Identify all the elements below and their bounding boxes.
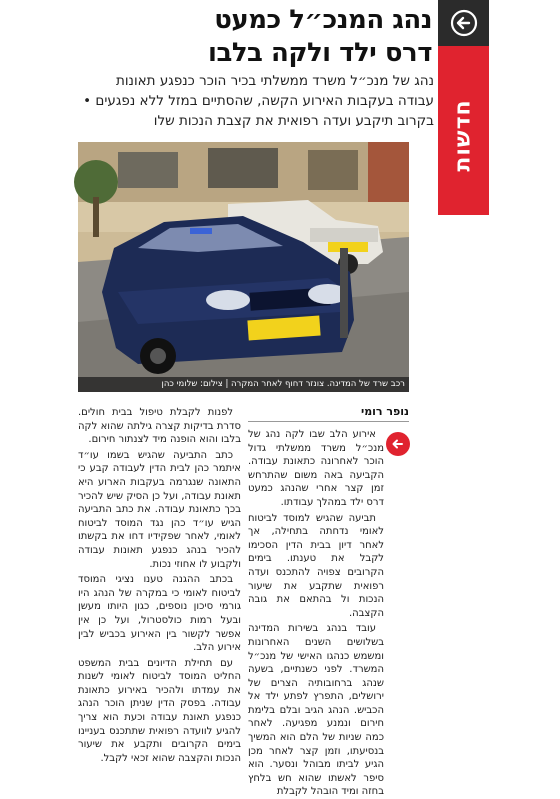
subheadline: נהג של מנכ״ל משרד ממשלתי בכיר הוכר כנפגע תאונות עבודה בעקבות האירוע הקשה, שהסתיים במזל ללא נפגעים • בקרוב תיקבע ועדה רפואית את קצבת הנכות שלו xyxy=(83,73,434,129)
section-label-text: חדשות xyxy=(451,98,476,172)
arrow-left-icon xyxy=(449,8,479,38)
continue-arrow-button[interactable] xyxy=(386,432,410,456)
article-body-left-column xyxy=(78,406,241,764)
photo-caption: רכב שרד של המדינה. צונזר דחוף לאחר המקרה | צילום: שלומי כהן xyxy=(78,377,409,392)
body-paragraph: בכתב ההגנה טענו נציגי המוסד לביטוח לאומי כי במקרה של הנהג היו גורמי סיכון נוספים, כגון היותו מעשן ובעל רמות כולסטרול, ועל כן אין אפשר לקשור בין האירוע בכביש לבין אירוע הלב. xyxy=(78,574,241,654)
headline-line-2: דרס ילד ולקה בלבו xyxy=(208,38,432,68)
headline-line-1: נהג המנכ״ל כמעט xyxy=(214,5,432,35)
body-paragraph: כתב התביעה שהגיש בשמו עו״ד איתמר כהן לבית הדין לעבודה קבע כי התאונה שנגרמה בעקבות הארוע היא תאונת עבודה, ועל כן הסיק שיש להכיר בכך כתאונת עבודה. את כתב התביעה הגיש עו״ד כהן נגד המוסד לביטוח לאומי, לאחר שפקידיו דחו את בקשתו להכיר בנהג כנפגע תאונות עבודה ולקבוע לו אחוזי נכות. xyxy=(78,449,241,570)
byline-divider xyxy=(248,421,409,422)
article-body-right-column xyxy=(248,428,384,798)
body-paragraph: תביעה שהגיש למוסד לביטוח לאומי נדחתה בתחילה, אך לאחר דיון בבית הדין הסכימו לקבל את טענתו. בימים הקרובים צפויה להתכנס ועדה רפואית שתקבע את שיעור הנכות ול בהתאם את גובה הקצבה. xyxy=(248,512,384,619)
body-paragraph: אירוע הלב שבו לקה נהג של מנכ״ל משרד ממשלתי גדול הוכר לאחרונה כתאונת עבודה. הקביעה באה משום שהתרחש זמן קצר אחרי שהנהג כמעט דרס ילד במהלך עבודתו. xyxy=(248,429,384,508)
section-label xyxy=(438,60,489,210)
body-paragraph: לפנות לקבלת טיפול בבית חולים. סדרת בדיקות קצרה גילתה שהוא לקה בלבו והוא הופנה מיד לצנתור חירום. xyxy=(78,407,241,446)
car-photo-illustration xyxy=(78,142,409,392)
arrow-left-icon xyxy=(390,436,406,452)
body-paragraph: עובד בנהג בשירות המדינה בשלושים השנים האחרונות ומשמש כנהגו האישי של מנכ״ל המשרד. לפני כשנתיים, בשעה שנהג ברחובותיה הצרים של ירושלים, התפרץ לפתע ילד אל הכביש. הנהג הגיב ובלם בלימת חירום ונמנע מפגיעה. לאחר כמה שניות של הלם הוא המשיך בנסיעתו, וזמן קצר לאחר מכן הגיע לביתו מבוהל ונסער. הוא סיפר לאשתו שהוא חש בלחץ בחזה ומיד הובהל לקבלת xyxy=(248,623,384,798)
byline: נופר רומי xyxy=(360,405,409,418)
back-button[interactable] xyxy=(438,0,489,46)
headline xyxy=(78,4,432,70)
section-band xyxy=(438,0,489,215)
article-photo xyxy=(78,142,409,392)
body-paragraph: עם תחילת הדיונים בבית המשפט החליט המוסד לביטוח לאומי לשנות את עמדתו ולהכיר באירוע כתאונת עבודה. בפסק הדין שניתן הוכר הנהג כנפגע תאונת עבודה וכעת הוא צריך להגיע לוועדה רפואית שתתכנס בעניינו בימים הקרובים ותקבע את שיעור הנכות והקצבה שהוא זכאי לקבל. xyxy=(78,657,241,764)
